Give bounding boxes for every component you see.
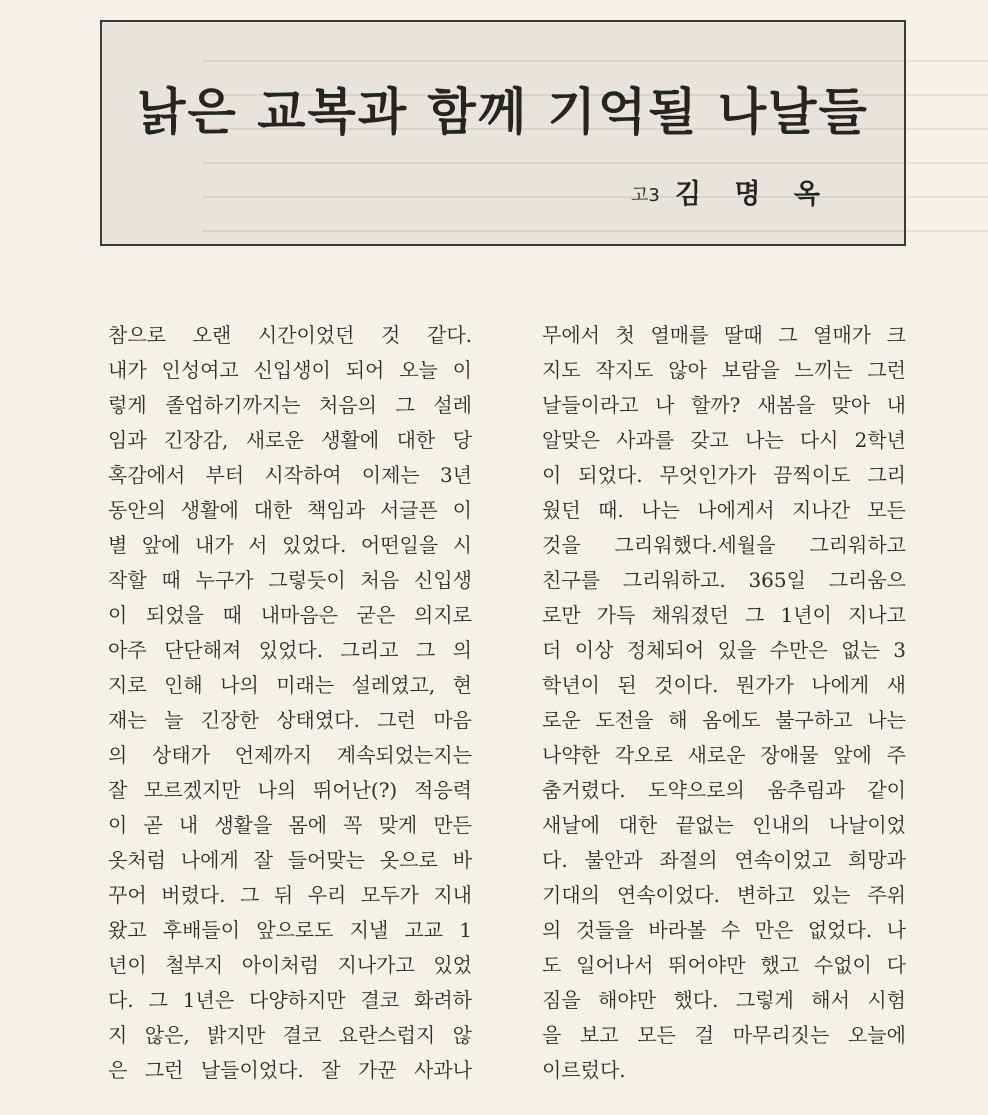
text-line: 지로 인해 나의 미래는 설레였고, 현 (108, 673, 472, 697)
text-line: 날들이라고 나 할까? 새봄을 맞아 내 (542, 393, 906, 417)
text-line: 의 상태가 언제까지 계속되었는지는 (108, 743, 472, 767)
author-name: 김 명 옥 (674, 179, 832, 210)
article-title: 낡은 교복과 함께 기억될 나날들 (137, 82, 869, 141)
text-line: 은 그런 날들이었다. 잘 가꾼 사과나 (108, 1058, 472, 1082)
text-line: 내가 인성여고 신입생이 되어 오늘 이 (108, 358, 472, 382)
text-line: 지 않은, 밝지만 결코 요란스럽지 않 (108, 1023, 472, 1047)
text-line: 이르렀다. (542, 1058, 626, 1082)
text-line: 무에서 첫 열매를 딸때 그 열매가 크 (542, 323, 906, 347)
text-line: 동안의 생활에 대한 책임과 서글픈 이 (108, 498, 472, 522)
text-line: 로운 도전을 해 옴에도 불구하고 나는 (542, 708, 906, 732)
text-line: 알맞은 사과를 갖고 나는 다시 2학년 (542, 428, 906, 452)
text-line: 아주 단단해져 있었다. 그리고 그 의 (108, 638, 472, 662)
text-line: 참으로 오랜 시간이었던 것 같다. (108, 323, 472, 347)
text-line: 옷처럼 나에게 잘 들어맞는 옷으로 바 (108, 848, 472, 872)
text-line: 웠던 때. 나는 나에게서 지나간 모든 (542, 498, 906, 522)
text-line: 친구를 그리워하고. 365일 그리움으 (542, 568, 906, 592)
text-line: 재는 늘 긴장한 상태였다. 그런 마음 (108, 708, 472, 732)
text-line: 다. 그 1년은 다양하지만 결코 화려하 (108, 988, 472, 1012)
text-line: 이 곧 내 생활을 몸에 꼭 맞게 만든 (108, 813, 472, 837)
text-line: 작할 때 누구가 그렇듯이 처음 신입생 (108, 568, 472, 592)
title-box (100, 20, 906, 246)
text-line: 잘 모르겠지만 나의 뛰어난(?) 적응력 (108, 778, 472, 802)
text-line: 로만 가득 채워졌던 그 1년이 지나고 (542, 603, 906, 627)
text-line: 혹감에서 부터 시작하여 이제는 3년 (108, 463, 472, 487)
text-line: 렇게 졸업하기까지는 처음의 그 설레 (108, 393, 472, 417)
text-line: 다. 불안과 좌절의 연속이었고 희망과 (542, 848, 906, 872)
author-grade: 고3 (631, 185, 660, 206)
text-line: 을 보고 모든 걸 마무리짓는 오늘에 (542, 1023, 906, 1047)
text-line: 이 되었을 때 내마음은 굳은 의지로 (108, 603, 472, 627)
text-line: 별 앞에 내가 서 있었다. 어떤일을 시 (108, 533, 472, 557)
text-line: 의 것들을 바라볼 수 만은 없었다. 나 (542, 918, 906, 942)
text-line: 짐을 해야만 했다. 그렇게 해서 시험 (542, 988, 906, 1012)
text-line: 더 이상 정체되어 있을 수만은 없는 3 (542, 638, 906, 662)
text-line: 왔고 후배들이 앞으로도 지낼 고교 1 (108, 918, 472, 942)
text-line: 새날에 대한 끝없는 인내의 나날이었 (542, 813, 906, 837)
text-line: 학년이 된 것이다. 뭔가가 나에게 새 (542, 673, 906, 697)
text-line: 년이 철부지 아이처럼 지나가고 있었 (108, 953, 472, 977)
text-line: 기대의 연속이었다. 변하고 있는 주위 (542, 883, 906, 907)
text-line: 임과 긴장감, 새로운 생활에 대한 당 (108, 428, 472, 452)
text-line: 도 일어나서 뛰어야만 했고 수없이 다 (542, 953, 906, 977)
right-column (542, 318, 906, 1088)
text-line: 꾸어 버렸다. 그 뒤 우리 모두가 지내 (108, 883, 472, 907)
text-line: 이 되었다. 무엇인가가 끔찍이도 그리 (542, 463, 906, 487)
left-column (108, 318, 472, 1088)
byline (631, 172, 832, 211)
text-line: 춤거렸다. 도약으로의 움추림과 같이 (542, 778, 906, 802)
text-line: 지도 작지도 않아 보람을 느끼는 그런 (542, 358, 906, 382)
text-line: 나약한 각오로 새로운 장애물 앞에 주 (542, 743, 906, 767)
text-line: 것을 그리워했다.세월을 그리워하고 (542, 533, 906, 557)
